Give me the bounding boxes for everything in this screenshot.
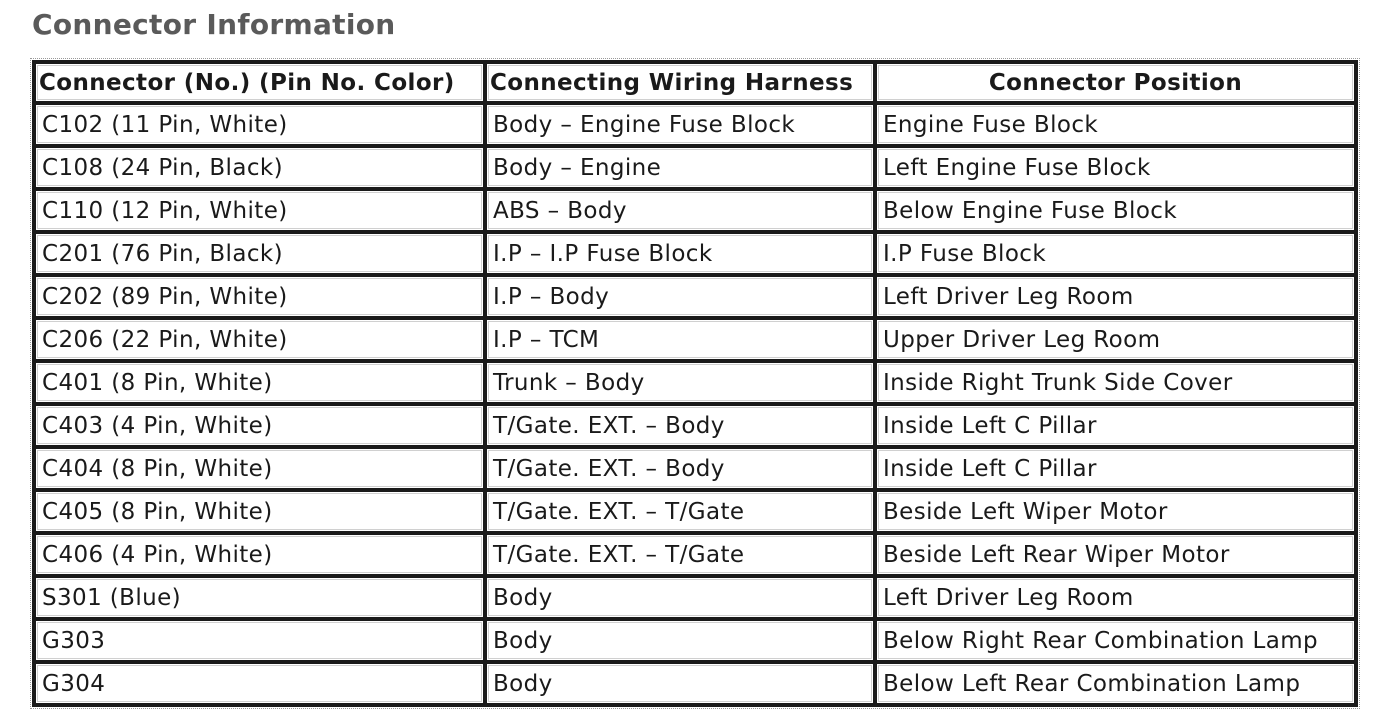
connector-cell: C102 (11 Pin, White) — [34, 103, 485, 146]
position-cell: Left Engine Fuse Block — [875, 146, 1356, 189]
harness-cell: T/Gate. EXT. – T/Gate — [485, 490, 875, 533]
connector-cell: C202 (89 Pin, White) — [34, 275, 485, 318]
table-row — [34, 447, 1356, 490]
position-cell: Left Driver Leg Room — [875, 275, 1356, 318]
connector-cell: C404 (8 Pin, White) — [34, 447, 485, 490]
connector-cell: C405 (8 Pin, White) — [34, 490, 485, 533]
position-cell: Inside Left C Pillar — [875, 447, 1356, 490]
harness-cell: I.P – I.P Fuse Block — [485, 232, 875, 275]
table-row — [34, 490, 1356, 533]
page-title: Connector Information — [32, 8, 396, 41]
position-cell: I.P Fuse Block — [875, 232, 1356, 275]
position-cell: Left Driver Leg Room — [875, 576, 1356, 619]
table-row — [34, 361, 1356, 404]
harness-cell: Body — [485, 662, 875, 705]
harness-cell: Body — [485, 576, 875, 619]
harness-cell: Body – Engine Fuse Block — [485, 103, 875, 146]
harness-cell: I.P – Body — [485, 275, 875, 318]
table-row — [34, 275, 1356, 318]
table-row — [34, 189, 1356, 232]
table-row — [34, 576, 1356, 619]
connector-cell: C401 (8 Pin, White) — [34, 361, 485, 404]
connector-cell: C403 (4 Pin, White) — [34, 404, 485, 447]
harness-cell: T/Gate. EXT. – Body — [485, 404, 875, 447]
connector-cell: G303 — [34, 619, 485, 662]
connector-cell: G304 — [34, 662, 485, 705]
harness-cell: ABS – Body — [485, 189, 875, 232]
table-row — [34, 619, 1356, 662]
position-cell: Beside Left Rear Wiper Motor — [875, 533, 1356, 576]
position-cell: Below Right Rear Combination Lamp — [875, 619, 1356, 662]
connector-table — [32, 60, 1358, 707]
harness-cell: I.P – TCM — [485, 318, 875, 361]
connector-cell: C206 (22 Pin, White) — [34, 318, 485, 361]
table-header-row — [34, 62, 1356, 103]
connector-cell: C110 (12 Pin, White) — [34, 189, 485, 232]
harness-cell: Body — [485, 619, 875, 662]
position-cell: Below Engine Fuse Block — [875, 189, 1356, 232]
table-row — [34, 232, 1356, 275]
connector-cell: S301 (Blue) — [34, 576, 485, 619]
table-row — [34, 146, 1356, 189]
connector-cell: C406 (4 Pin, White) — [34, 533, 485, 576]
harness-cell: Trunk – Body — [485, 361, 875, 404]
column-header-position: Connector Position — [875, 62, 1356, 103]
column-header-connector: Connector (No.) (Pin No. Color) — [34, 62, 485, 103]
harness-cell: Body – Engine — [485, 146, 875, 189]
table-row — [34, 404, 1356, 447]
column-header-wiring-harness: Connecting Wiring Harness — [485, 62, 875, 103]
position-cell: Upper Driver Leg Room — [875, 318, 1356, 361]
position-cell: Inside Right Trunk Side Cover — [875, 361, 1356, 404]
position-cell: Below Left Rear Combination Lamp — [875, 662, 1356, 705]
connector-cell: C201 (76 Pin, Black) — [34, 232, 485, 275]
harness-cell: T/Gate. EXT. – T/Gate — [485, 533, 875, 576]
table-row — [34, 318, 1356, 361]
harness-cell: T/Gate. EXT. – Body — [485, 447, 875, 490]
connector-cell: C108 (24 Pin, Black) — [34, 146, 485, 189]
table-row — [34, 533, 1356, 576]
table-row — [34, 103, 1356, 146]
table-row — [34, 662, 1356, 705]
position-cell: Beside Left Wiper Motor — [875, 490, 1356, 533]
position-cell: Inside Left C Pillar — [875, 404, 1356, 447]
position-cell: Engine Fuse Block — [875, 103, 1356, 146]
